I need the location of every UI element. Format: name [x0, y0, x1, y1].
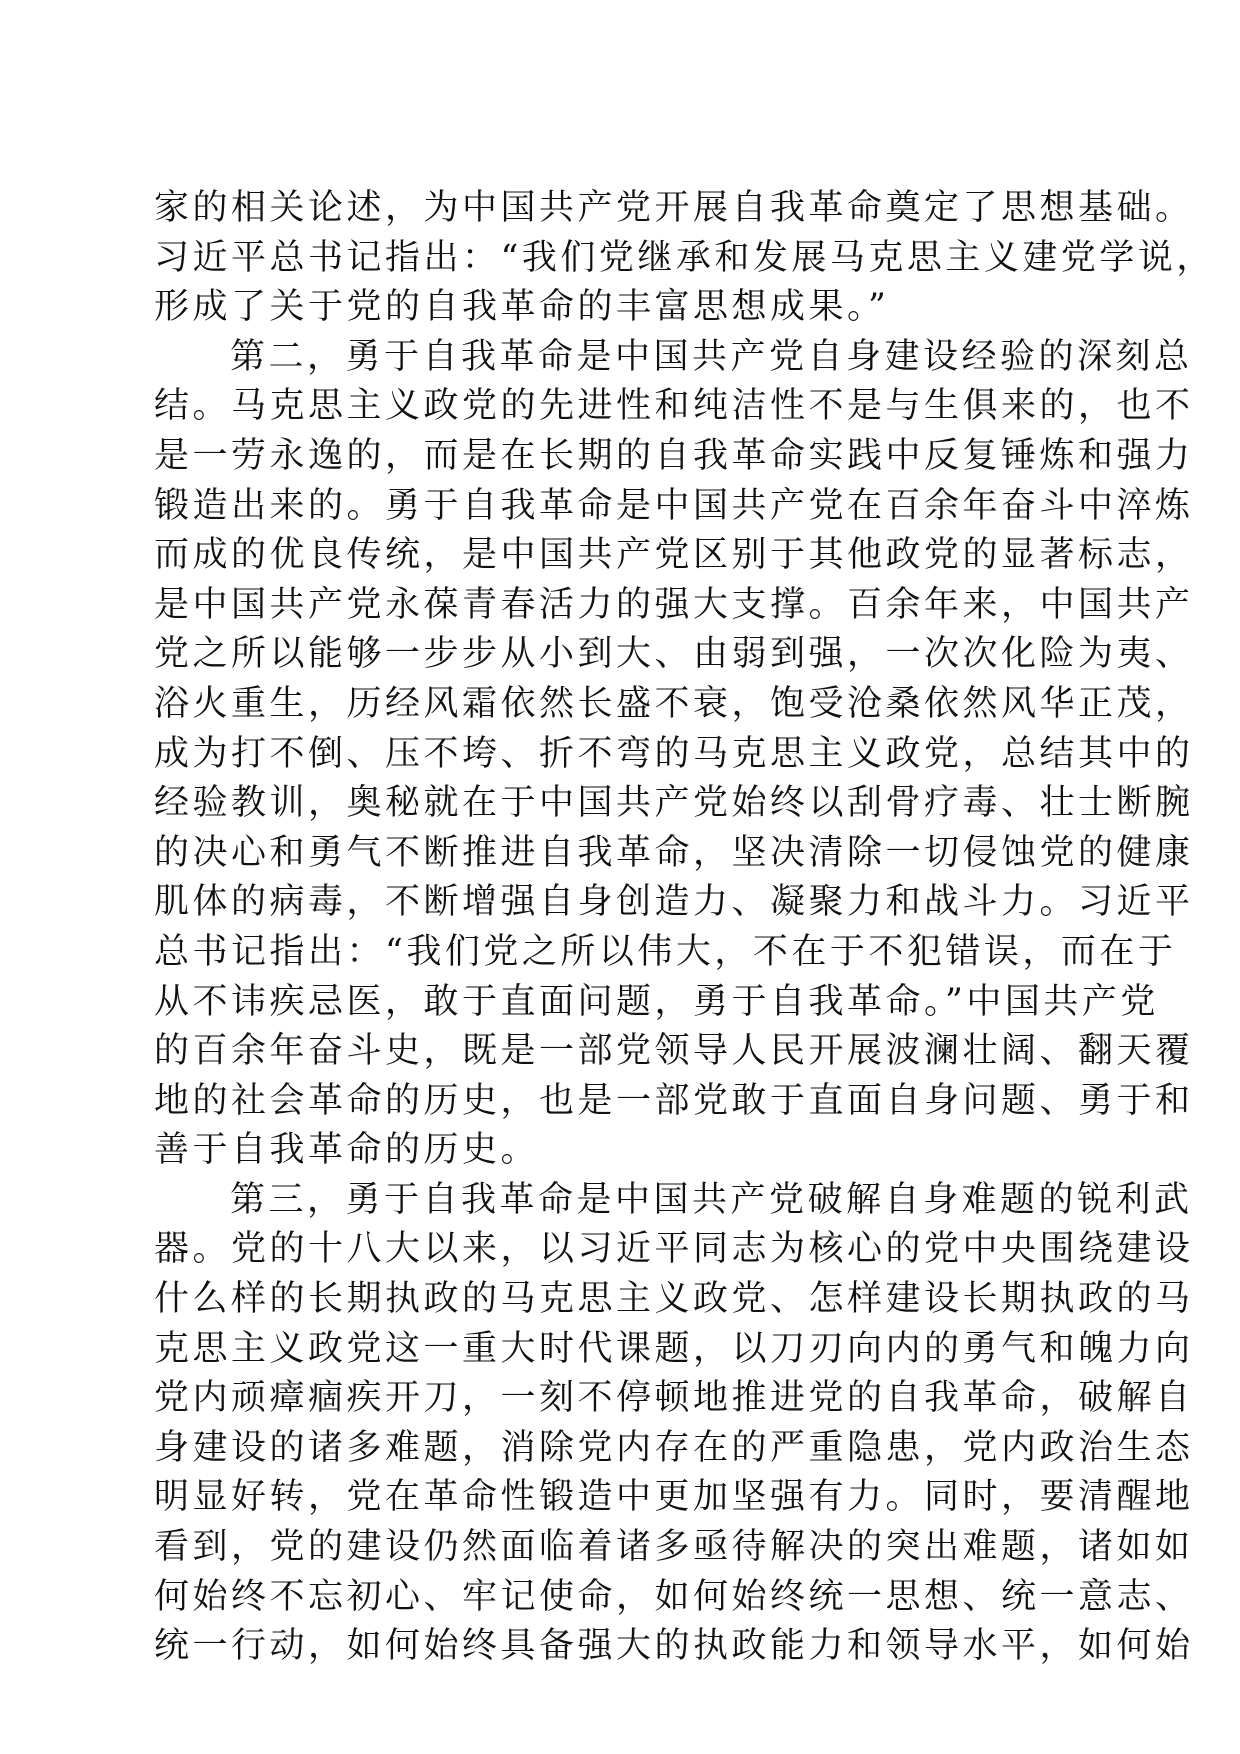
text-line: 家的相关论述，为中国共产党开展自我革命奠定了思想基础。 — [154, 188, 1194, 228]
text-line: 的决心和勇气不断推进自我革命，坚决清除一切侵蚀党的健康 — [154, 832, 1194, 873]
text-line: 克思主义政党这一重大时代课题，以刀刃向内的勇气和魄力向 — [154, 1328, 1194, 1369]
text-line: 地的社会革命的历史，也是一部党敢于直面自身问题、勇于和 — [154, 1080, 1194, 1121]
text-line: 的百余年奋斗史，既是一部党领导人民开展波澜壮阔、翻天覆 — [154, 1031, 1194, 1072]
text-line: 身建设的诸多难题，消除党内存在的严重隐患，党内政治生态 — [154, 1427, 1194, 1468]
text-line: 结。马克思主义政党的先进性和纯洁性不是与生俱来的，也不 — [154, 386, 1194, 427]
body-text — [154, 184, 1215, 1672]
text-line: 肌体的病毒，不断增强自身创造力、凝聚力和战斗力。习近平 — [154, 882, 1194, 923]
text-line: 总书记指出：“我们党之所以伟大，不在于不犯错误，而在于 — [154, 931, 1177, 972]
text-line: 经验教训，奥秘就在于中国共产党始终以刮骨疗毒、壮士断腕 — [154, 783, 1194, 824]
text-line: 成为打不倒、压不垮、折不弯的马克思主义政党，总结其中的 — [154, 733, 1194, 774]
text-line: 器。党的十八大以来，以习近平同志为核心的党中央围绕建设 — [154, 1229, 1194, 1270]
text-line: 看到，党的建设仍然面临着诸多亟待解决的突出难题，诸如如 — [154, 1527, 1194, 1568]
text-line: 善于自我革命的历史。 — [154, 1130, 540, 1171]
text-line: 锻造出来的。勇于自我革命是中国共产党在百余年奋斗中淬炼 — [154, 485, 1194, 526]
text-line: 浴火重生，历经风霜依然长盛不衰，饱受沧桑依然风华正茂， — [154, 683, 1194, 724]
text-line: 而成的优良传统，是中国共产党区别于其他政党的显著标志， — [154, 535, 1194, 576]
text-line: 党之所以能够一步步从小到大、由弱到强，一次次化险为夷、 — [154, 634, 1194, 675]
paragraph-first-line: 第三，勇于自我革命是中国共产党破解自身难题的锐利武 — [230, 1179, 1193, 1220]
text-line: 明显好转，党在革命性锻造中更加坚强有力。同时，要清醒地 — [154, 1477, 1194, 1518]
text-line: 党内顽瘴痼疾开刀，一刻不停顿地推进党的自我革命，破解自 — [154, 1378, 1194, 1419]
text-line: 是一劳永逸的，而是在长期的自我革命实践中反复锤炼和强力 — [154, 435, 1194, 476]
text-line: 何始终不忘初心、牢记使命，如何始终统一思想、统一意志、 — [154, 1576, 1194, 1617]
text-line: 是中国共产党永葆青春活力的强大支撑。百余年来，中国共产 — [154, 584, 1194, 625]
text-line: 形成了关于党的自我革命的丰富思想成果。” — [154, 287, 890, 328]
text-line: 统一行动，如何始终具备强大的执政能力和领导水平，如何始 — [154, 1626, 1194, 1667]
paragraph-first-line: 第二，勇于自我革命是中国共产党自身建设经验的深刻总 — [230, 336, 1193, 377]
text-line: 从不讳疾忌医，敢于直面问题，勇于自我革命。”中国共产党 — [154, 981, 1159, 1022]
text-line: 什么样的长期执政的马克思主义政党、怎样建设长期执政的马 — [154, 1279, 1194, 1320]
text-line: 习近平总书记指出：“我们党继承和发展马克思主义建党学说， — [154, 237, 1215, 278]
